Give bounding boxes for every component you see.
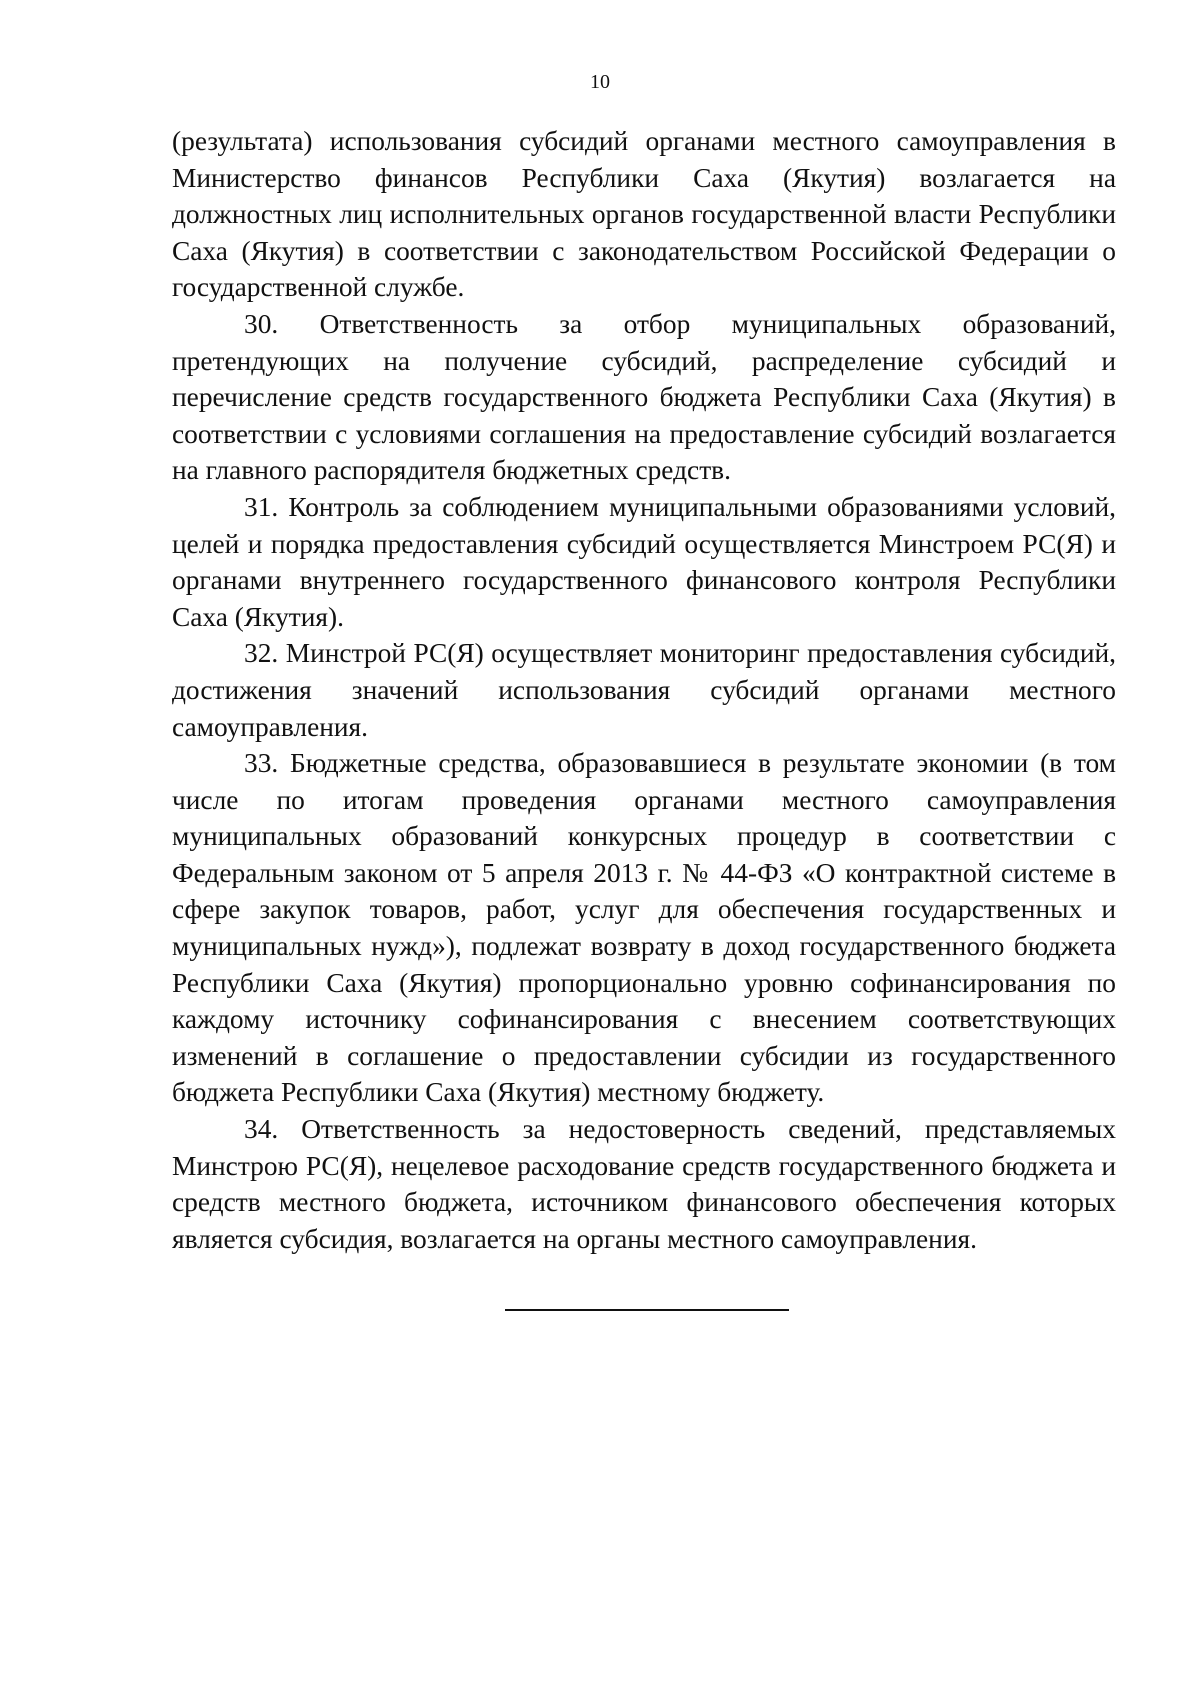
document-body bbox=[172, 123, 1116, 1257]
paragraph-31: 31. Контроль за соблюдением муниципальными образованиями условий, целей и порядка предоставления субсидий осуществляется Минстроем РС(Я) и органами внутреннего государственного финансового контроля Республики Саха (Якутия). bbox=[172, 491, 1116, 632]
page-number: 10 bbox=[590, 71, 610, 93]
paragraph-34: 34. Ответственность за недостоверность сведений, представляемых Минстрою РС(Я), нецелевое расходование средств государственного бюджета и средств местного бюджета, источником финансового обеспечения которых является субсидия, возлагается на органы местного самоуправления. bbox=[172, 1114, 1116, 1254]
paragraph-33: 33. Бюджетные средства, образовавшиеся в результате экономии (в том числе по итогам проведения органами местного самоуправления муниципальных образований конкурсных процедур в соответствии с Федеральным законом от 5 апреля 2013 г. № 44-ФЗ «О контрактной системе в сфере закупок товаров, работ, услуг для обеспечения государственных и муниципальных нужд»), подлежат возврату в доход государственного бюджета Республики Саха (Якутия) пропорционально уровню софинансирования по каждому источнику софинансирования с внесением соответствующих изменений в соглашение о предоставлении субсидии из государственного бюджета Республики Саха (Якутия) местному бюджету. bbox=[172, 748, 1116, 1108]
paragraph-30: 30. Ответственность за отбор муниципальных образований, претендующих на получение субсидий, распределение субсидий и перечисление средств государственного бюджета Республики Саха (Якутия) в соответствии с условиями соглашения на предоставление субсидий возлагается на главного распорядителя бюджетных средств. bbox=[172, 308, 1116, 486]
end-separator-line bbox=[505, 1309, 789, 1311]
paragraph-continuation: (результата) использования субсидий органами местного самоуправления в Министерство финансов Республики Саха (Якутия) возлагается на должностных лиц исполнительных органов государственной власти Республики Саха (Якутия) в соответствии с законодательством Российской Федерации о государственной службе. bbox=[172, 126, 1116, 303]
paragraph-32: 32. Минстрой РС(Я) осуществляет мониторинг предоставления субсидий, достижения значений использования субсидий органами местного самоуправления. bbox=[172, 638, 1116, 742]
